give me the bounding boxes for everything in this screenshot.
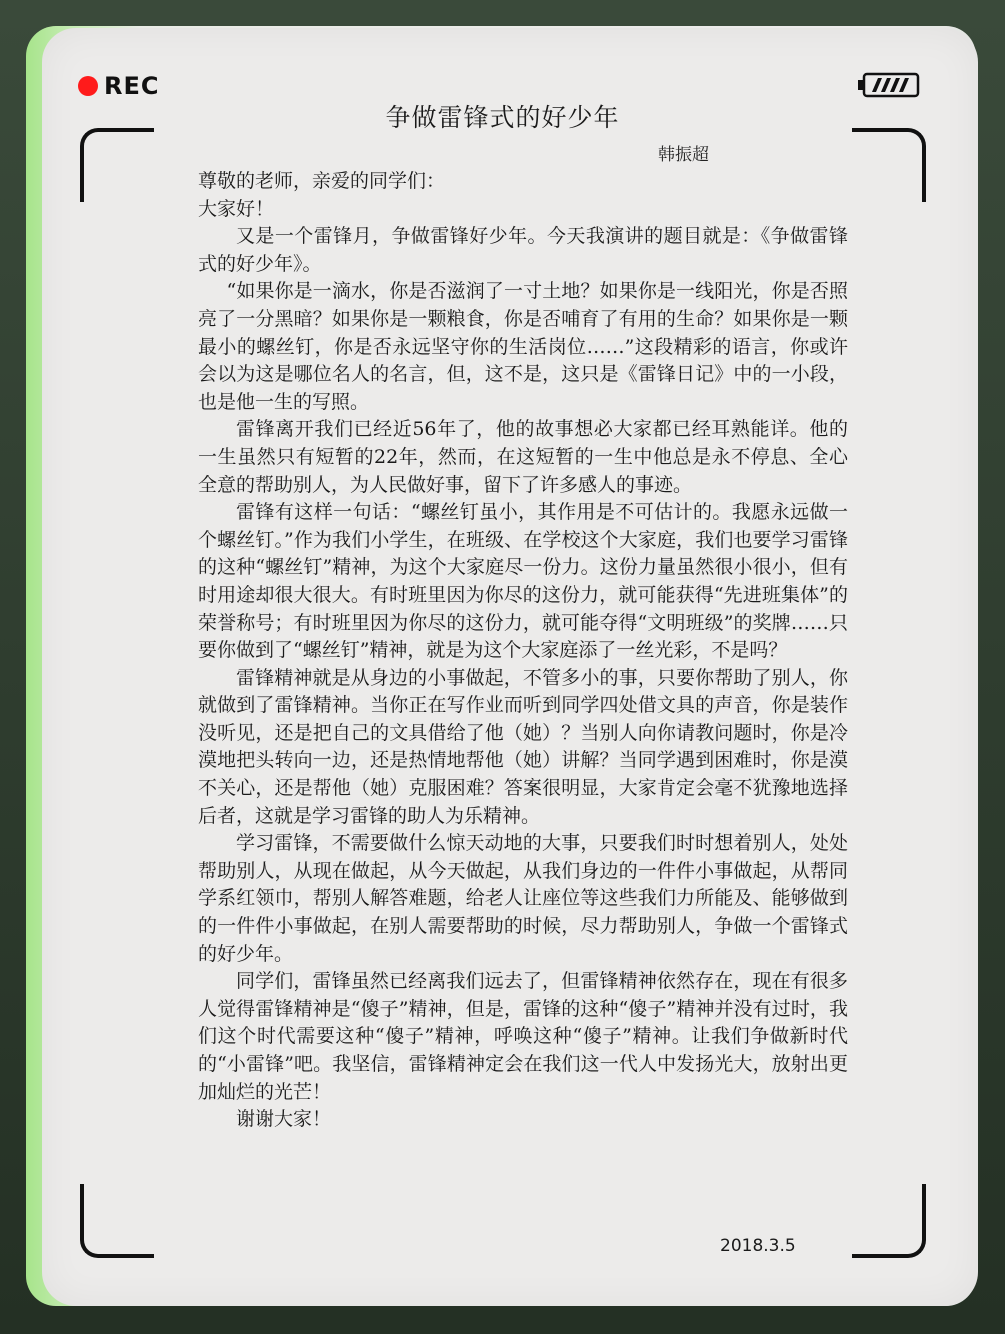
closing-line: 谢谢大家！ [236,1108,332,1131]
document-author: 韩振超 [658,145,709,165]
paragraph: 雷锋有这样一句话：“螺丝钉虽小，其作用是不可估计的。我愿永远做一个螺丝钉。”作为我们小学生，在班级、在学校这个大家庭，我们也要学习雷锋的这种“螺丝钉”精神，为这个大家庭尽一份力。这份力量虽然很小很小，但有时用途却很大很大。有时班里因为你尽的这份力，就可能获得“先进班集体”的荣誉称号；有时班里因为你尽的这份力，就可能夺得“文明班级”的奖牌……只要你做到了“螺丝钉”精神，就是为这个大家庭添了一丝光彩，不是吗？ [198,501,848,662]
greeting-line: 尊敬的老师，亲爱的同学们： [198,170,446,192]
viewfinder-corner-bottom-right [852,1184,926,1258]
document-date: 2018.3.5 [720,1236,796,1256]
paragraph: 同学们，雷锋虽然已经离我们远去了，但雷锋精神依然存在，现在有很多人觉得雷锋精神是“傻子”精神，但是，雷锋的这种“傻子”精神并没有过时，我们这个时代需要这种“傻子”精神，呼唤这种“傻子”精神。让我们争做新时代的“小雷锋”吧。我坚信，雷锋精神定会在我们这一代人中发扬光大，放射出更加灿烂的光芒！ [198,970,848,1103]
battery-icon [858,72,920,98]
speech-body [198,168,848,1134]
paragraph: 雷锋精神就是从身边的小事做起，不管多小的事，只要你帮助了别人，你就做到了雷锋精神。当你正在写作业而听到同学四处借文具的声音，你是装作没听见，还是把自己的文具借给了他（她）？当别人向你请教问题时，你是冷漠地把头转向一边，还是热情地帮他（她）讲解？当同学遇到困难时，你是漠不关心，还是帮他（她）克服困难？答案很明显，大家肯定会毫不犹豫地选择后者，这就是学习雷锋的助人为乐精神。 [198,666,848,827]
paragraph: “如果你是一滴水，你是否滋润了一寸土地？如果你是一线阳光，你是否照亮了一分黑暗？如果你是一颗粮食，你是否哺育了有用的生命？如果你是一颗最小的螺丝钉，你是否永远坚守你的生活岗位……”这段精彩的语言，你或许会以为这是哪位名人的名言，但，这不是，这只是《雷锋日记》中的一小段，也是他一生的写照。 [198,280,848,413]
paragraph: 学习雷锋，不需要做什么惊天动地的大事，只要我们时时想着别人，处处帮助别人，从现在做起，从今天做起，从我们身边的一件件小事做起，从帮同学系红领巾，帮别人解答难题，给老人让座位等这些我们力所能及、能够做到的一件件小事做起，在别人需要帮助的时候，尽力帮助别人，争做一个雷锋式的好少年。 [198,832,848,965]
viewfinder-corner-bottom-left [80,1184,154,1258]
viewfinder-corner-top-right [852,128,926,202]
document-title: 争做雷锋式的好少年 [385,103,620,132]
rec-label: REC [104,72,160,100]
paragraph: 又是一个雷锋月，争做雷锋好少年。今天我演讲的题目就是：《争做雷锋式的好少年》。 [198,225,848,275]
hello-line: 大家好！ [198,197,275,220]
record-dot-icon [78,76,98,96]
paragraph: 雷锋离开我们已经近56年了，他的故事想必大家都已经耳熟能详。他的一生虽然只有短暂的22年，然而，在这短暂的一生中他总是永不停息、全心全意的帮助别人，为人民做好事，留下了许多感人的事迹。 [198,418,848,496]
viewfinder-corner-top-left [80,128,154,202]
recording-indicator [78,72,160,100]
